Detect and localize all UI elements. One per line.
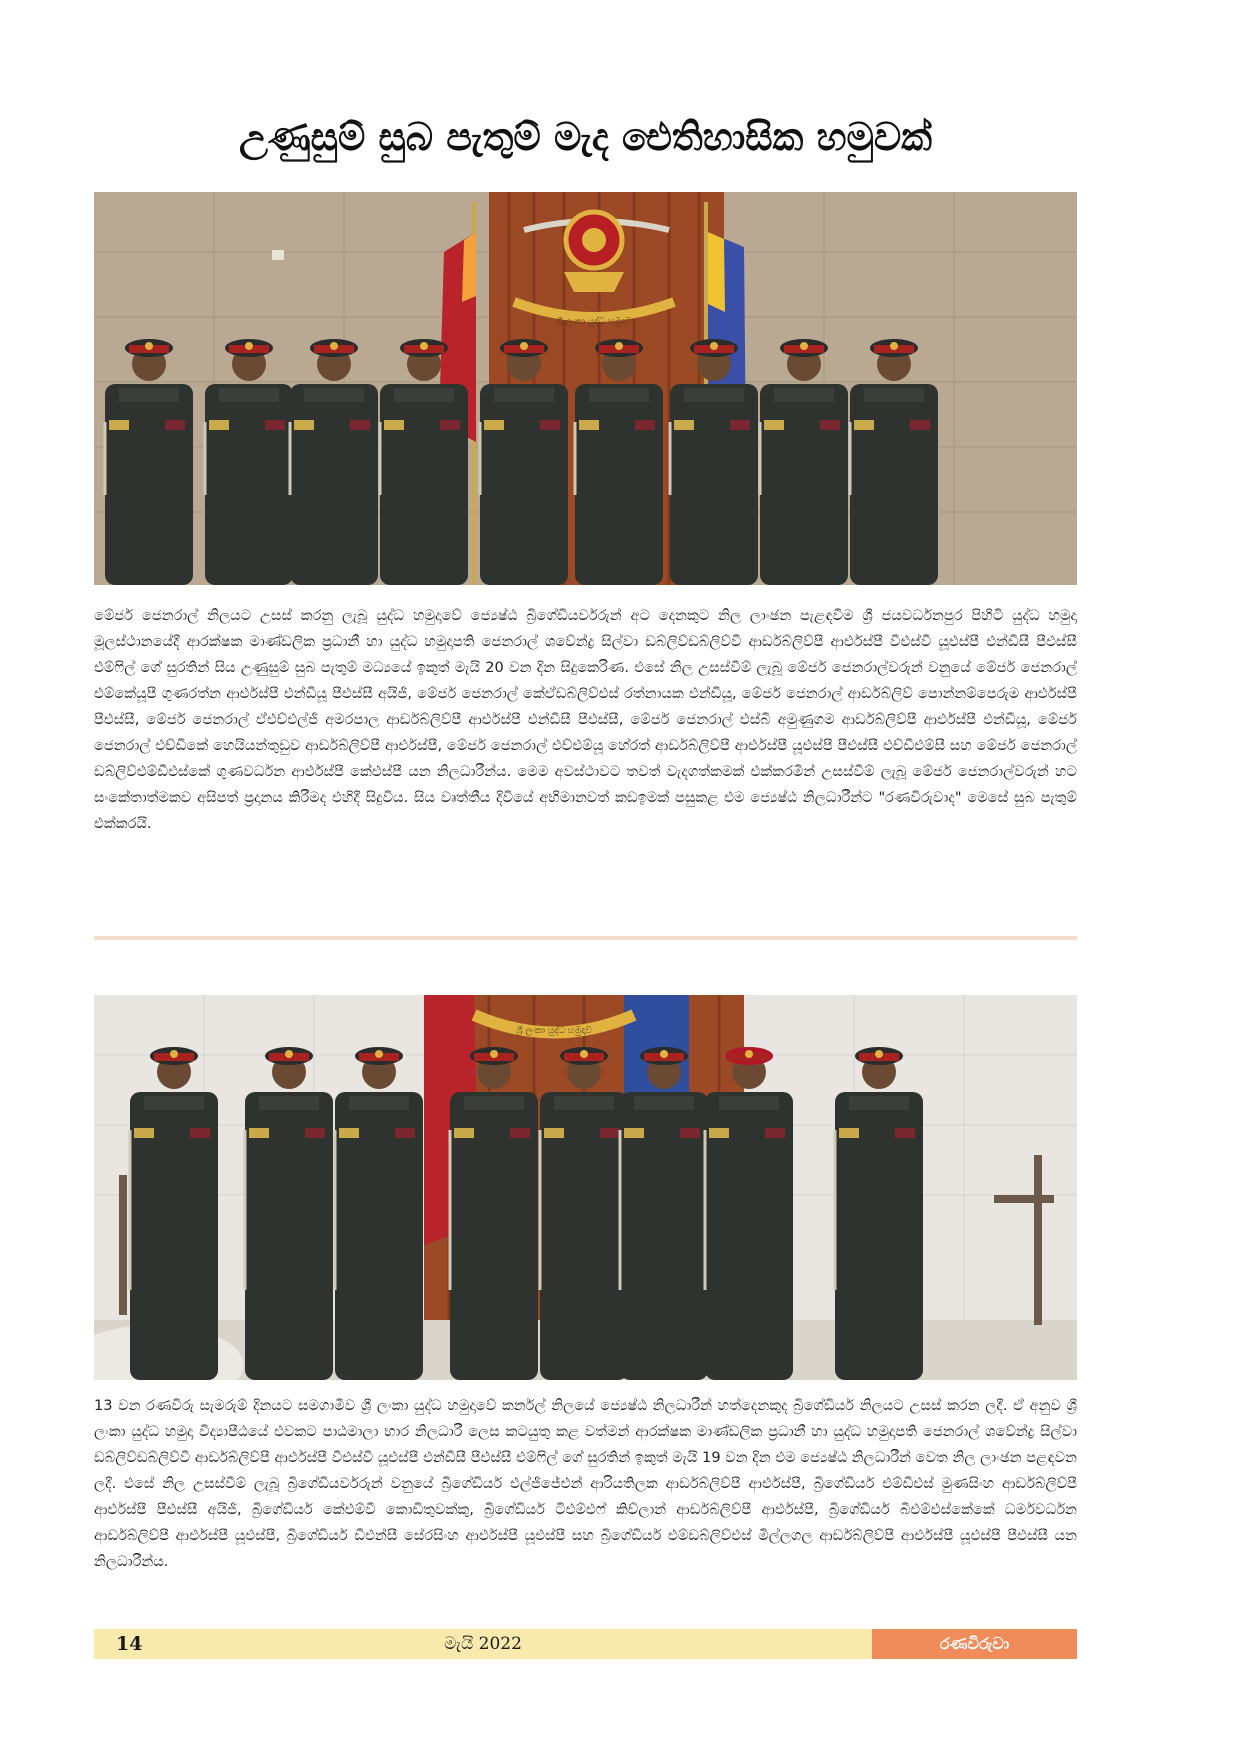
brigadier-5 [540, 1047, 628, 1380]
caption-brigadiers: 13 වන රණවිරු සැමරුම් දිනයට සමගාමීව ශ්‍රී ලංකා යුද්ධ හමුදාවේ කර්නල් නිලයේ ජ්‍යෙෂ්ඨ නිලධාරීන් හත්දෙනකුද බ්‍රිගේඩියර් නිලයට උසස් කරන ලදී. ඒ අනුව ශ්‍රී ලංකා යුද්ධ හමුදා විද්‍යාපීඨයේ එවකට පාඨමාලා භාර නිලධාරී ලෙස කටයුතු කළ වත්මන් ආරක්ෂක මාණ්ඩලික ප්‍රධානී හා යුද්ධ හමුදාපති ජෙනරාල් ශවේන්ද්‍ර සිල්වා ඩබ්ලිව්ඩබ්ලිව්වී ආර්ඩබ්ලිව්පී ආර්එස්පී වීඑස්වී යූඑස්පී එන්ඩීසී පීඑස්සී එම්ෆිල් ගේ සුරතින් ඉකුත් මැයි 19 වන දින එම ජ්‍යෙෂ්ඨ නිලධාරීන් වෙත නිල ලාංඡන පළඳවන ලදී. එසේ නිල උසස්වීම් ලැබූ බ්‍රිගේඩියර්වරුන් වනුයේ බ්‍රිගේඩියර් එල්ජීජේඑන් ආරියතිලක ආර්ඩබ්ලිව්පී ආර්එස්පී, බ්‍රිගේඩියර් එම්ඩීඑස් මුණසිංහ ආර්ඩබ්ලිව්පී ආර්එස්පී පීඑස්සී අයිජී, බ්‍රිගේඩියර් කේඑම්වී කොඩිතුවක්කු, බ්‍රිගේඩියර් ටීඑම්එෆ් කිච්ලාන් ආර්ඩබ්ලිව්පී ආර්එස්පී, බ්‍රිගේඩියර් බීඑම්එස්කේකේ ධර්මවර්ධන ආර්ඩබ්ලිව්පී ආර්එස්පී යූඑස්පී, බ්‍රිගේඩියර් ඩීඑන්සී සේරසිංහ ආර්එස්පී යූඑස්පී සහ බ්‍රිගේඩියර් එම්ඩබ්ලිව්එස් මිල්ලගල ආර්ඩබ්ලිව්පී ආර්එස්පී යූඑස්පී පීඑස්සී යන නිලධාරීන්ය. [94, 1397, 1077, 1570]
issue-date: මැයි 2022 [444, 1634, 522, 1654]
brigadier-1 [130, 1047, 218, 1380]
brigadier-4 [450, 1047, 538, 1380]
brigadier-7 [705, 1047, 793, 1380]
emblem-scroll-text: ශ්‍රී ලංකා යුද්ධ හමුදාව [556, 317, 632, 327]
brigadier-8 [835, 1047, 923, 1380]
brigadier-6 [620, 1047, 708, 1380]
emblem-scroll-text-2: ශ්‍රී ලංකා යුද්ධ හමුදාව [516, 1026, 592, 1036]
page-footer [94, 1629, 1077, 1659]
footer-bar [94, 1629, 872, 1659]
article-headline: උණුසුම් සුබ පැතුම් මැද ඓතිහාසික හමුවක් [238, 115, 933, 159]
section-divider [94, 936, 1077, 940]
caption-major-generals: මේජර් ජෙනරාල් නිලයට උසස් කරනු ලැබූ යුද්ධ හමුදාවේ ජ්‍යෙෂ්ඨ බ්‍රිගේඩියර්වරුන් අට දෙනකුට නිල ලාංඡන පැළඳවීම ශ්‍රී ජයවර්ධනපුර පිහිටි යුද්ධ හමුදා මූලස්ථානයේදී ආරක්ෂක මාණ්ඩලික ප්‍රධානී හා යුද්ධ හමුදාපති ජෙනරාල් ශවේන්ද්‍ර සිල්වා ඩබ්ලිව්ඩබ්ලිව්වී ආර්ඩබ්ලිව්පී ආර්එස්පී වීඑස්වී යූඑස්පී එන්ඩීසී පීඑස්සී එම්ෆිල් ගේ සුරතින් සිය උණුසුම් සුබ පැතුම් මධ්‍යයේ ඉකුත් මැයි 20 වන දින සිදුකෙරිණ. එසේ නිල උසස්වීම් ලැබූ මේජර් ජෙනරාල්වරුන් වනුයේ මේජර් ජෙනරාල් එම්කේයූපී ගුණරත්න ආර්එස්පී එන්ඩීයූ පීඑස්සී අයිජී, මේජර් ජෙනරාල් කේඒඩබ්ලිව්එස් රත්නායක එන්ඩීයූ, මේජර් ජෙනරාල් ආර්ඩබ්ලිව් පොන්නම්පෙරුම ආර්එස්පී පීඑස්සී, මේජර් ජෙනරාල් ඒඑච්එල්ජී අමරපාල ආර්ඩබ්ලිව්පී ආර්එස්පී එන්ඩීසී පීඑස්සී, මේජර් ජෙනරාල් එස්බී අමුණුගම ආර්ඩබ්ලිව්පී ආර්එස්පී එන්ඩීයූ, මේජර් ජෙනරාල් එච්ඩීකේ හෙයියන්තුඩුව ආර්ඩබ්ලිව්පී ආර්එස්පී, මේජර් ජෙනරාල් එච්එම්යූ හේරත් ආර්ඩබ්ලිව්පී ආර්එස්පී යූඑස්පී පීඑස්සී එච්ඩීඑම්සී සහ මේජර් ජෙනරාල් ඩබ්ලිව්එම්ඩීඑස්කේ ගුණවර්ධන ආර්එස්පී කේඑස්පී යන නිලධාරීන්ය. මෙම අවස්ථාවට තවත් වැදගත්කමක් එක්කරමින් උසස්වීම් ලැබූ මේජර් ජෙනරාල්වරුන් හට සංකේතාත්මකව අසිපත් ප්‍රදානය කිරීමද එහිදී සිදුවිය. සිය වෘත්තීය දිවියේ අභිමානවත් කඩඉමක් පසුකළ එම ජ්‍යෙෂ්ඨ නිලධාරීන්ට "රණවිරුවාද" මෙසේ සුබ පැතුම් එක්කරයි. [94, 607, 1077, 832]
magazine-name: රණවිරුවා [939, 1634, 1010, 1653]
page-number: 14 [116, 1633, 143, 1655]
brigadier-2 [245, 1047, 333, 1380]
group-photo-major-generals [94, 192, 1077, 585]
group-photo-major-generals-image [94, 192, 1077, 585]
group-photo-brigadiers [94, 995, 1077, 1380]
magazine-name-box [872, 1629, 1077, 1659]
brigadier-3 [335, 1047, 423, 1380]
group-photo-brigadiers-image [94, 995, 1077, 1380]
